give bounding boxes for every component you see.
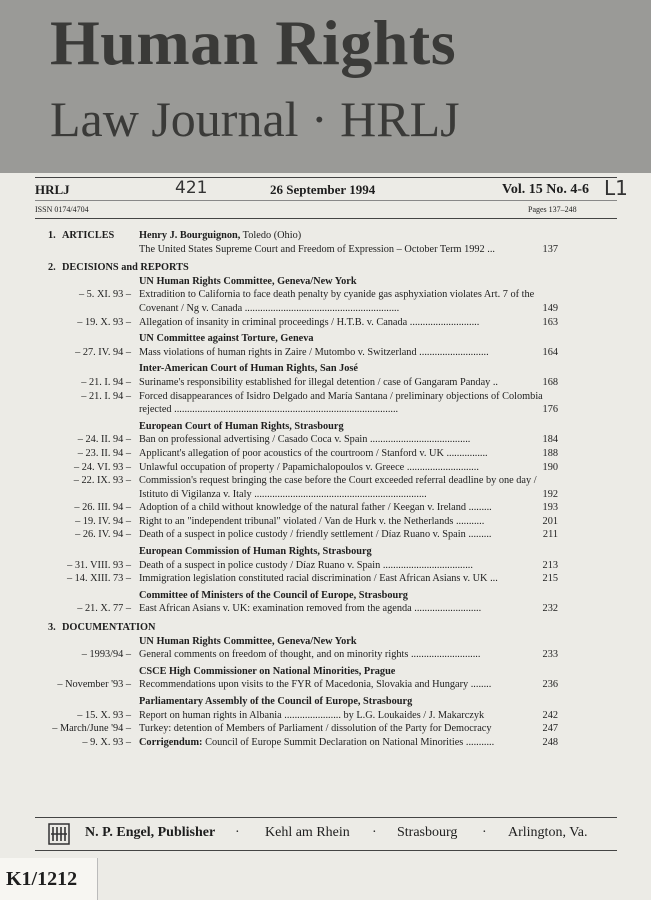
handwritten-mark: 421: [175, 178, 208, 198]
separator: ·: [372, 825, 377, 840]
toc-entry[interactable]: [0, 376, 651, 390]
group-heading: European Court of Human Rights, Strasbourg: [139, 420, 344, 432]
section-number: 1.: [48, 230, 56, 241]
entry-text: General comments on freedom of thought, and on minority rights ...........................: [139, 649, 481, 661]
entry-text: Death of a suspect in police custody / friendly settlement / Díaz Ruano v. Spain .........: [139, 529, 492, 541]
entry-text: Forced disappearances of Isidro Delgado and María Santana / preliminary objections of Colombia rejected .......................................................................................: [139, 390, 543, 416]
entry-page: 247: [542, 723, 558, 735]
header-rule-mid: [35, 200, 617, 201]
header-rule-top: [35, 177, 617, 178]
entry-date: – 27. IV. 94 –: [75, 346, 131, 358]
entry-page: 188: [542, 447, 558, 459]
entry-page: 190: [542, 461, 558, 473]
entry-date: – 24. II. 94 –: [77, 434, 131, 446]
entry-page: 211: [542, 529, 558, 541]
entry-text: Report on human rights in Albania ...................... by L.G. Loukaides / J. Makarczyk: [139, 709, 485, 721]
corrigendum-text: Council of Europe Summit Declaration on National Minorities ...........: [202, 736, 495, 748]
entry-text: Allegation of insanity in criminal proceedings / H.T.B. v. Canada ...........................: [139, 316, 480, 328]
toc-entry[interactable]: [0, 648, 651, 662]
toc-entry[interactable]: [0, 243, 651, 257]
separator: ·: [482, 825, 487, 840]
entry-page: 236: [542, 679, 558, 691]
entry-page: 233: [542, 649, 558, 661]
section-label: DECISIONS and REPORTS: [62, 262, 189, 274]
entry-text: Applicant's allegation of poor acoustics of the courtroom / Stanford v. UK ................: [139, 447, 488, 459]
publisher-name: N. P. Engel, Publisher: [85, 825, 216, 840]
entry-date: – 14. XIII. 73 –: [66, 573, 131, 585]
issn: ISSN 0174/4704: [35, 205, 89, 214]
entry-date: – 9. X. 93 –: [82, 736, 131, 748]
toc-entry[interactable]: [0, 501, 651, 515]
entry-page: 163: [542, 316, 558, 328]
article-author-line: [139, 229, 301, 243]
entry-page: 168: [542, 376, 558, 388]
toc-entry[interactable]: [0, 316, 651, 330]
header-rule-bottom: [35, 218, 617, 219]
entry-date: – 21. X. 77 –: [77, 603, 131, 615]
entry-text: Commission's request bringing the case before the Court exceeded referral deadline by one day / Istituto di Vigilanza v. Italy ...................................................................: [139, 475, 537, 500]
entry-page: 137: [542, 243, 558, 255]
journal-title: Human Rights: [50, 7, 457, 78]
entry-page: 149: [542, 302, 558, 314]
publisher-city-kehl: Kehl am Rhein: [265, 825, 350, 840]
section-label: DOCUMENTATION: [62, 622, 156, 634]
entry-text: Mass violations of human rights in Zaire / Mutombo v. Switzerland ...........................: [139, 346, 489, 358]
article-author: Henry J. Bourguignon,: [139, 230, 241, 241]
entry-page: 164: [542, 346, 558, 358]
masthead-banner: [0, 0, 651, 173]
entry-date: – 21. I. 94 –: [81, 376, 131, 388]
group-heading: UN Committee against Torture, Geneva: [139, 333, 314, 345]
entry-page: 193: [542, 502, 558, 514]
entry-page: 184: [542, 434, 558, 446]
entry-text: [139, 736, 543, 750]
entry-date: – November '93 –: [57, 679, 131, 691]
header-abbrev: HRLJ: [35, 182, 70, 197]
entry-date: – 26. III. 94 –: [74, 502, 131, 514]
entry-text: Turkey: detention of Members of Parliament / dissolution of the Party for Democracy: [139, 723, 492, 735]
publisher-city-strasbourg: Strasbourg: [397, 825, 458, 840]
page-range: Pages 137–248: [528, 205, 577, 214]
toc-entry[interactable]: [0, 288, 651, 315]
handwritten-corner-mark: L1: [604, 176, 628, 200]
toc-entry[interactable]: [0, 515, 651, 529]
section-documentation: [0, 621, 651, 635]
entry-page: 232: [542, 603, 558, 615]
section-decisions: [0, 261, 651, 275]
engel-logo-icon: [48, 823, 70, 850]
toc-entry[interactable]: [0, 390, 651, 417]
separator: ·: [235, 825, 240, 840]
entry-page: 248: [542, 736, 558, 748]
entry-text: Ban on professional advertising / Casado Coca v. Spain .......................................: [139, 434, 471, 446]
toc-entry-corrigendum[interactable]: [0, 736, 651, 750]
corrigendum-label: Corrigendum:: [139, 736, 203, 748]
entry-date: – 15. X. 93 –: [77, 709, 131, 721]
entry-page: 215: [542, 573, 558, 585]
article-affiliation: Toledo (Ohio): [240, 230, 302, 241]
entry-text: The United States Supreme Court and Freedom of Expression – October Term 1992 ...: [139, 243, 495, 255]
volume-number: Vol. 15 No. 4-6: [502, 182, 589, 197]
section-number: 2.: [48, 262, 56, 274]
entry-date: – 19. X. 93 –: [77, 316, 131, 328]
entry-text: Extradition to California to face death penalty by cyanide gas asphyxiation violates Art. 7 of the Covenant / Ng v. Canada ............................................................: [139, 289, 535, 314]
group-heading: European Commission of Human Rights, Strasbourg: [139, 546, 372, 558]
toc-entry[interactable]: [0, 346, 651, 360]
entry-text: Death of a suspect in police custody / Díaz Ruano v. Spain ...................................: [139, 559, 473, 571]
footer-rule-bottom: [35, 850, 617, 851]
group-heading: Committee of Ministers of the Council of Europe, Strasbourg: [139, 589, 408, 601]
publisher-city-arlington: Arlington, Va.: [508, 825, 588, 840]
group-heading: UN Human Rights Committee, Geneva/New York: [139, 635, 357, 647]
entry-text: Immigration legislation constituted racial discrimination / East African Asians v. UK ...: [139, 573, 498, 585]
entry-date: – 19. IV. 94 –: [75, 515, 131, 527]
toc-entry[interactable]: [0, 461, 651, 475]
group-heading: CSCE High Commissioner on National Minorities, Prague: [139, 665, 396, 677]
group-heading: UN Human Rights Committee, Geneva/New York: [139, 275, 357, 287]
section-label: ARTICLES: [62, 230, 115, 241]
entry-date: – 24. VI. 93 –: [73, 461, 131, 473]
toc-entry[interactable]: [0, 602, 651, 616]
table-of-contents: [0, 229, 651, 749]
entry-date: – 26. IV. 94 –: [75, 529, 131, 541]
group-heading: Parliamentary Assembly of the Council of Europe, Strasbourg: [139, 696, 413, 707]
entry-page: 176: [542, 404, 558, 416]
group-heading: Inter-American Court of Human Rights, San José: [139, 363, 358, 375]
entry-date: – 23. II. 94 –: [77, 447, 131, 459]
entry-text: Suriname's responsibility established for illegal detention / case of Gangaram Panday ..: [139, 376, 499, 388]
entry-date: – 21. I. 94 –: [81, 390, 131, 402]
entry-page: 213: [542, 559, 558, 571]
entry-text: East African Asians v. UK: examination removed from the agenda ..........................: [139, 603, 482, 615]
toc-entry[interactable]: [0, 474, 651, 501]
entry-date: – 1993/94 –: [81, 649, 131, 661]
entry-page: 242: [542, 709, 558, 721]
toc-entry[interactable]: [0, 559, 651, 573]
entry-date: – March/June '94 –: [52, 723, 131, 735]
entry-text: Right to an "independent tribunal" violated / Van de Hurk v. the Netherlands ...........: [139, 515, 485, 527]
section-articles: [0, 229, 651, 243]
entry-date: – 5. XI. 93 –: [78, 289, 131, 301]
entry-date: – 31. VIII. 93 –: [67, 559, 131, 571]
footer-rule-top: [35, 817, 617, 818]
entry-page: 201: [542, 515, 558, 527]
toc-entry[interactable]: [0, 447, 651, 461]
entry-text: Adoption of a child without knowledge of the natural father / Keegan v. Ireland .........: [139, 502, 492, 514]
entry-page: 192: [542, 488, 558, 500]
section-number: 3.: [48, 622, 56, 634]
entry-text: Unlawful occupation of property / Papamichalopoulos v. Greece ............................: [139, 461, 479, 473]
toc-entry[interactable]: [0, 722, 651, 736]
issue-date: 26 September 1994: [270, 182, 376, 197]
library-call-number-label: K1/1212: [0, 858, 98, 900]
toc-entry[interactable]: [0, 528, 651, 542]
toc-entry[interactable]: [0, 433, 651, 447]
toc-entry[interactable]: [0, 572, 651, 586]
entry-date: – 22. IX. 93 –: [73, 475, 131, 487]
entry-text: Recommendations upon visits to the FYR of Macedonia, Slovakia and Hungary ........: [139, 679, 492, 691]
journal-subtitle: Law Journal · HRLJ: [50, 91, 460, 147]
toc-entry[interactable]: [0, 678, 651, 692]
toc-entry[interactable]: [0, 709, 651, 723]
